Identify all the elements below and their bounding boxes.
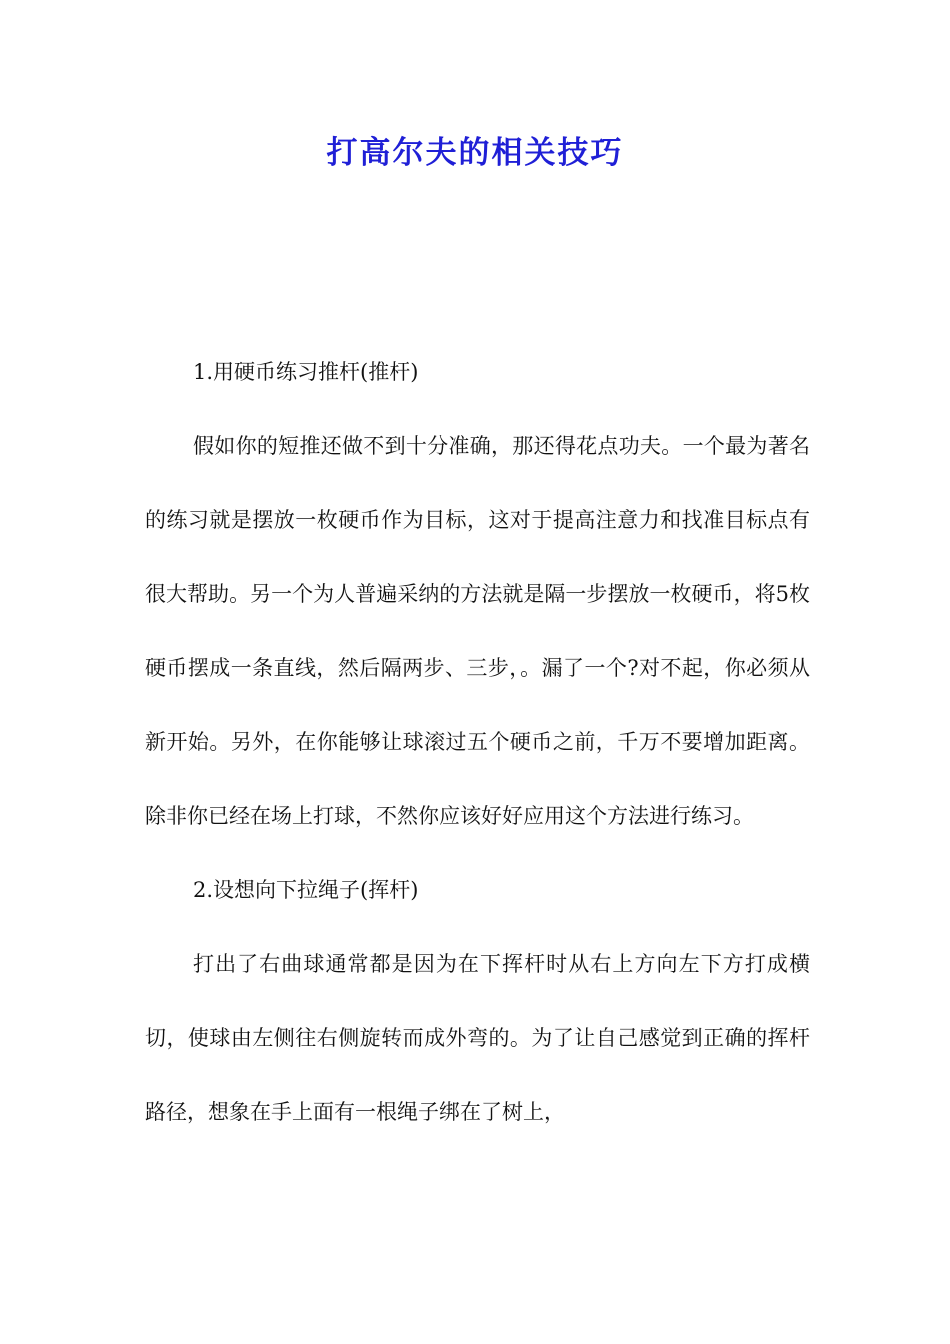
section-paragraph-2: 打出了右曲球通常都是因为在下挥杆时从右上方向左下方打成横切，使球由左侧往右侧旋转而成外弯的。为了让自己感觉到正确的挥杆路径，想象在手上面有一根绳子绑在了树上， bbox=[145, 952, 810, 1124]
document-body bbox=[145, 335, 810, 1149]
section-heading-1: 1.用硬币练习推杆(推杆) bbox=[193, 360, 419, 384]
document-title: 打高尔夫的相关技巧 bbox=[326, 135, 624, 171]
section-paragraph-1: 假如你的短推还做不到十分准确，那还得花点功夫。一个最为著名的练习就是摆放一枚硬币作为目标，这对于提高注意力和找准目标点有很大帮助。另一个为人普遍采纳的方法就是隔一步摆放一枚硬币，将5枚硬币摆成一条直线，然后隔两步、三步，。漏了一个?对不起，你必须从新开始。另外，在你能够让球滚过五个硬币之前，千万不要增加距离。除非你已经在场上打球，不然你应该好好应用这个方法进行练习。 bbox=[145, 434, 810, 828]
section-heading-2: 2.设想向下拉绳子(挥杆) bbox=[193, 878, 419, 902]
